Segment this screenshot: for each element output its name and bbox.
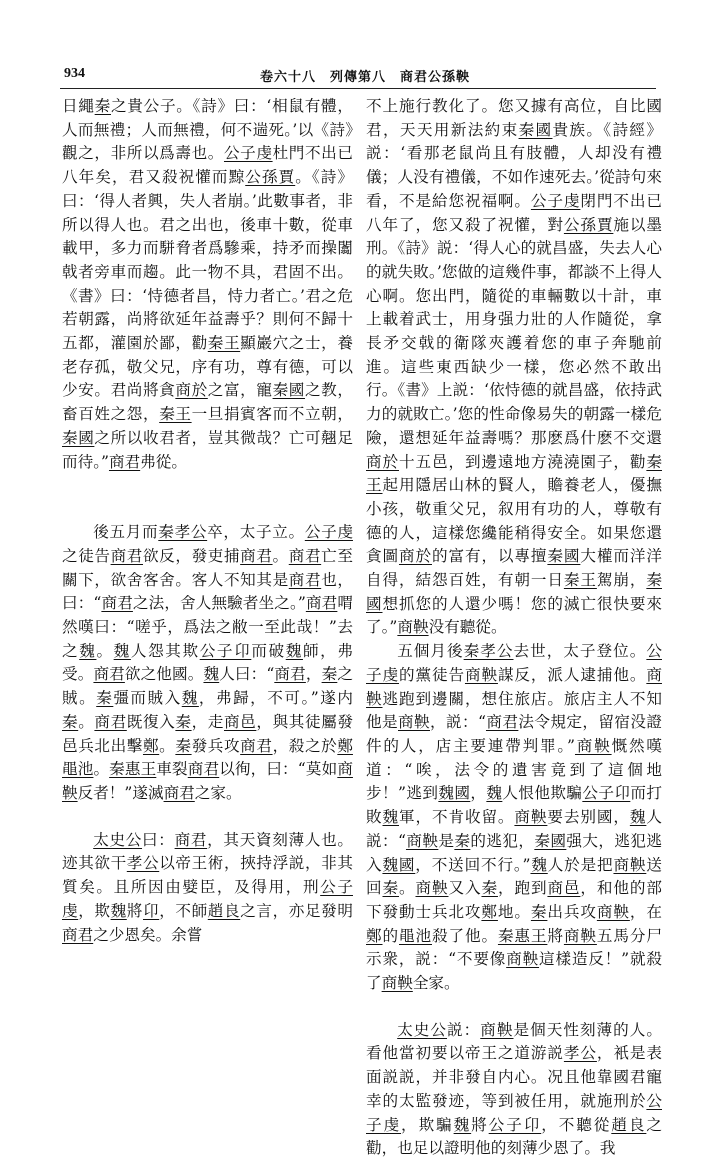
text-run: 彊而賊入 <box>113 689 182 708</box>
proper-name: 秦惠王 <box>109 760 157 779</box>
right-paragraph-1 <box>366 95 662 640</box>
proper-name: 商君 <box>187 760 220 779</box>
proper-name: 公子虔 <box>366 642 662 684</box>
proper-name: 商君 <box>108 452 141 471</box>
text-run: 想抓您的人還少嗎！您的滅亡很快要來了。” <box>366 594 662 637</box>
text-run: 反者！”遂滅 <box>77 783 164 802</box>
text-run: 曰： <box>142 830 175 849</box>
proper-name: 秦孝公 <box>463 642 514 661</box>
text-run: 師，弗受。 <box>62 641 353 684</box>
proper-name: 商鞅 <box>613 855 647 874</box>
text-run: 。《詩》曰：‘得人者興，失人者崩。’此數事者，非所以得人也。君之出也，後車十數，從車載甲，多力而駢脅者爲驂乘，持矛而操闟戟者旁車而趨。此一物不具，君固不出。《書》曰：‘恃德者昌，恃力者亡。’君之危若朝露，尚將欲延年益壽乎？則何不歸十五都，灌園於鄙，勸 <box>62 168 353 353</box>
proper-name: 公子卬 <box>199 641 252 660</box>
proper-name: 商鞅 <box>563 926 597 945</box>
text-run: 没有聽從。 <box>428 618 507 637</box>
text-run: 欲之他國。 <box>124 665 204 684</box>
text-run: ， <box>305 665 322 684</box>
proper-name: 公子虔 <box>223 144 273 163</box>
proper-name: 卬 <box>143 901 160 920</box>
proper-name: 秦 <box>481 879 498 898</box>
text-run: 亡至關下，欲舍客舍。客人不知其是 <box>62 546 353 589</box>
proper-name: 魏 <box>110 901 127 920</box>
proper-name: 秦 <box>175 736 192 755</box>
text-run: ，和他的部下發動士兵北攻 <box>366 879 662 921</box>
proper-name: 魏 <box>382 808 399 827</box>
proper-name: 秦國 <box>534 831 567 850</box>
text-run: 慨然嘆道：“唉，法令的遺害竟到了這個地步！”逃到 <box>366 736 662 803</box>
text-run: 是 <box>438 831 455 850</box>
proper-name: 商鞅 <box>574 736 612 755</box>
proper-name: 秦 <box>96 689 114 708</box>
text-run: 法令規定，留宿没證件的人，店主要連帶判罪。” <box>366 713 662 755</box>
proper-name: 商於 <box>366 452 399 471</box>
text-run: ，不師 <box>159 901 208 920</box>
text-run: 是個天性刻薄的人。看他當初要以帝王之道游説 <box>366 1020 662 1063</box>
proper-name: 魏 <box>285 641 303 660</box>
proper-name: 魏 <box>203 665 220 684</box>
right-paragraph-2 <box>366 640 662 996</box>
proper-name: 魏 <box>113 641 131 660</box>
text-run: 全家。 <box>412 974 460 993</box>
text-run: ，與其徒屬發邑兵北出擊 <box>62 712 353 755</box>
text-run: 。 <box>96 641 114 660</box>
text-run: 後五月而 <box>93 523 159 542</box>
proper-name: 商君 <box>110 546 143 565</box>
text-run: ，走 <box>191 712 224 731</box>
text-run: ，弗歸，不可。”遂内 <box>198 689 353 708</box>
text-run: 人説：“ <box>366 808 662 850</box>
text-run: 這樣造反！”就殺了 <box>366 950 662 993</box>
proper-name: 孝公 <box>563 1044 597 1063</box>
proper-name: 秦國 <box>272 381 305 400</box>
proper-name: 商鞅 <box>596 902 630 921</box>
text-run: 逃跑到邊關，想住旅店。旅店主人不知他是 <box>366 689 662 732</box>
text-run: ，欺騙 <box>401 1115 454 1134</box>
proper-name: 商鞅 <box>397 618 429 637</box>
text-run: 也，曰：“ <box>62 570 353 613</box>
left-paragraph-2 <box>62 521 353 805</box>
proper-name: 秦 <box>382 879 399 898</box>
proper-name: 黽池 <box>399 926 432 945</box>
text-run: 貴族。《詩經》説：‘看那老鼠尚且有肢體，人却没有禮儀；人没有禮儀，不如作速死去。’從詩句來看，不是給您祝福啊。 <box>366 120 662 210</box>
proper-name: 秦 <box>454 831 471 850</box>
proper-name: 魏 <box>530 855 548 874</box>
proper-name: 商君 <box>485 713 519 732</box>
proper-name: 鄭黽池 <box>62 736 353 779</box>
text-run: 杜門不出已八年矣，君又殺祝懽而黥 <box>62 144 353 187</box>
proper-name: 商鞅 <box>398 713 430 732</box>
text-run: ，衹是表面説説，并非發自内心。况且他靠國君寵幸的太監發迹，等到被任用，就施刑於 <box>366 1044 662 1110</box>
text-run: 之法，舍人無驗者坐之。” <box>132 594 306 613</box>
running-head: 卷六十八 列傳第八 商君公孫鞅 <box>260 70 471 85</box>
text-run: 駕崩， <box>596 571 647 590</box>
text-run: ， <box>470 784 487 803</box>
proper-name: 太史公 <box>397 1020 448 1039</box>
left-paragraph-1 <box>62 95 353 474</box>
text-run: 送回 <box>366 855 662 898</box>
proper-name: 公子虔 <box>366 1091 662 1134</box>
text-run: 謀反，派人逮捕他。 <box>497 665 647 684</box>
text-run: 的逃犯， <box>470 831 535 850</box>
proper-name: 秦王 <box>563 571 597 590</box>
text-run: 之貴公子。《詩》曰：‘相鼠有體，人而無禮；人而無禮，何不遄死。’以《詩》觀之，非所以爲壽也。 <box>62 97 353 163</box>
proper-name: 商君 <box>288 546 322 565</box>
proper-name: 秦 <box>530 902 548 921</box>
proper-name: 公子虔 <box>62 878 353 920</box>
proper-name: 商君 <box>101 594 133 613</box>
proper-name: 商君 <box>240 736 273 755</box>
text-run: 又入 <box>448 879 482 898</box>
text-run: 地。 <box>497 902 531 921</box>
text-run: 要去别國， <box>547 808 630 827</box>
proper-name: 商君 <box>62 925 94 944</box>
left-column-classical-text <box>62 95 353 975</box>
text-run: 將 <box>547 926 564 945</box>
proper-name: 商君 <box>163 783 195 802</box>
proper-name: 公孫賈 <box>563 215 614 234</box>
proper-name: 商鞅 <box>62 760 353 802</box>
text-run: 顯巖穴之士，養老存孤，敬父兄，序有功，尊有德，可以少安。君尚將貪 <box>62 334 353 400</box>
text-run: 出兵攻 <box>547 902 597 921</box>
text-run: 人曰：“ <box>219 665 275 684</box>
text-run: 而打敗 <box>366 784 662 827</box>
proper-name: 秦王 <box>366 452 662 495</box>
proper-name: 商鞅 <box>506 950 540 969</box>
text-run: 的 <box>382 926 399 945</box>
proper-name: 趙良 <box>611 1115 647 1134</box>
proper-name: 秦國 <box>547 547 581 566</box>
text-run: ，不送回不行。” <box>415 855 531 874</box>
proper-name: 秦孝公 <box>158 523 208 542</box>
text-run: 强大，逃犯逃入 <box>366 831 662 874</box>
text-run: 卒，太子立。 <box>207 523 305 542</box>
page-number: 934 <box>64 66 85 81</box>
text-run: 既復入 <box>126 712 176 731</box>
proper-name: 秦 <box>94 97 111 115</box>
text-run: 説： <box>447 1020 481 1039</box>
text-run: ，説：“ <box>430 713 486 732</box>
text-run: 人恨他欺騙 <box>502 784 583 803</box>
left-paragraph-3 <box>62 829 353 948</box>
right-paragraph-3 <box>366 1019 662 1161</box>
proper-name: 商於 <box>175 381 208 400</box>
text-run: 以帝王術，挾持浮説，非其質矣。且所因由嬖臣，及得用，刑 <box>62 854 353 897</box>
proper-name: 商邑 <box>547 879 581 898</box>
proper-name: 秦國 <box>518 120 553 139</box>
proper-name: 公子虔 <box>304 523 353 542</box>
text-run: 。 <box>399 879 416 898</box>
proper-name: 公子卬 <box>488 1115 542 1134</box>
proper-name: 鄭 <box>366 926 383 945</box>
proper-name: 趙良 <box>207 901 241 920</box>
proper-name: 魏國 <box>382 855 416 874</box>
proper-name: 商鞅 <box>480 1020 514 1039</box>
text-run: ，欺 <box>78 901 111 920</box>
proper-name: 商鞅 <box>464 665 498 684</box>
proper-name: 秦 <box>62 712 79 731</box>
proper-name: 秦惠王 <box>497 926 548 945</box>
text-run: 喟然嘆曰：“嗟乎，爲法之敝一至此哉！”去之 <box>62 594 353 660</box>
text-run: 將 <box>126 901 143 920</box>
text-run: 之言，亦足發明 <box>240 901 353 920</box>
text-run: 。 <box>78 712 95 731</box>
text-run: 的富有，以專擅 <box>431 547 548 566</box>
proper-name: 商君 <box>174 830 208 849</box>
proper-name: 鄭 <box>481 902 498 921</box>
text-run: 五個月後 <box>397 642 464 661</box>
text-run: 不上施行教化了。您又據有高位，自比國君，天天用新法約束 <box>366 97 662 139</box>
proper-name: 魏 <box>453 1115 472 1134</box>
paragraph-gap <box>62 474 353 521</box>
proper-name: 魏 <box>486 784 503 803</box>
text-run: 弗從。 <box>140 452 187 471</box>
proper-name: 商君 <box>288 570 322 589</box>
text-run: 之富，寵 <box>207 381 273 400</box>
text-run: 。 <box>93 760 110 779</box>
text-run: 之少恩矣。余嘗 <box>93 925 203 944</box>
proper-name: 秦國 <box>62 428 95 447</box>
text-run: 大權而洋洋自得，結怨百姓，有朝一日 <box>366 547 662 590</box>
proper-name: 商鞅 <box>381 974 413 993</box>
proper-name: 商鞅 <box>405 831 439 850</box>
text-run: 。 <box>159 736 176 755</box>
proper-name: 商鞅 <box>514 808 548 827</box>
text-run: 去世，太子登位。 <box>513 642 647 661</box>
text-run: ，其天資刻薄人也。迹其欲干 <box>62 830 353 873</box>
text-run: 車裂 <box>156 760 188 779</box>
text-run: 起用隱居山林的賢人，贍養老人，優撫小孩，敬重父兄，叙用有功的人，尊敬有德的人，這樣您纔能稍得安全。如果您還貪圖 <box>366 476 662 566</box>
proper-name: 公子卬 <box>582 784 631 803</box>
proper-name: 商君 <box>274 665 306 684</box>
proper-name: 商邑 <box>223 712 257 731</box>
proper-name: 孝公 <box>126 854 160 873</box>
header-rule <box>60 88 656 89</box>
text-run: ，在 <box>629 902 662 921</box>
text-run: 之所以收君者，豈其微哉？亡可翹足而待。” <box>62 428 353 471</box>
proper-name: 太史公 <box>93 830 143 849</box>
text-run: 之賊。 <box>62 665 353 708</box>
proper-name: 秦 <box>175 712 192 731</box>
text-run: 五馬分尸示衆，説：“不要像 <box>366 926 662 969</box>
text-run: 十五邑，到邊遠地方澆澆園子，勸 <box>398 452 647 471</box>
proper-name: 商君 <box>240 546 273 565</box>
text-run: ，跑到 <box>497 879 548 898</box>
proper-name: 秦 <box>321 665 338 684</box>
text-run: 日繩 <box>62 97 95 115</box>
proper-name: 秦國 <box>366 571 662 613</box>
text-run: 發兵攻 <box>191 736 241 755</box>
text-run: 施以墨刑。《詩》説：‘得人心的就昌盛，失去人心的就失敗。’您做的這幾件事，都談不上得人心啊。您出門，隨從的車輛數以十計，車上載着武士，用身强力壯的人作隨從，拿長矛交戟的衛隊夾護着您的車子奔馳前進。這些東西缺少一樣，您必然不敢出行。《書》上説：‘依恃德的就昌盛，依持武力的就敗亡。’您的性命像易失的朝露一樣危險，還想延年益壽嗎？那麽爲什麽不交還 <box>366 215 662 447</box>
text-run: 。 <box>272 546 289 565</box>
text-run: 之勸，也足以證明他的刻薄少恩了。我 <box>366 1115 662 1158</box>
proper-name: 商君 <box>94 712 127 731</box>
text-run: 將 <box>471 1115 489 1134</box>
paragraph-gap <box>62 806 353 829</box>
proper-name: 商君 <box>93 665 125 684</box>
proper-name: 魏 <box>629 808 647 827</box>
proper-name: 商鞅 <box>415 879 449 898</box>
text-run: 一旦捐賓客而不立朝， <box>191 405 353 424</box>
text-run: ，不聽從 <box>541 1115 612 1134</box>
text-run: 殺了他。 <box>431 926 498 945</box>
text-run: 以徇，曰：“莫如 <box>219 760 338 779</box>
proper-name: 秦王 <box>159 405 192 424</box>
proper-name: 魏 <box>79 641 97 660</box>
text-run: 人怨其欺 <box>130 641 200 660</box>
page-header <box>64 66 656 84</box>
text-run: 的黨徒告 <box>398 665 465 684</box>
proper-name: 商君 <box>305 594 338 613</box>
text-run: 軍，不肯收留。 <box>399 808 515 827</box>
text-run: 之家。 <box>194 783 242 802</box>
proper-name: 商於 <box>398 547 432 566</box>
text-run: 而破 <box>251 641 286 660</box>
proper-name: 公子虔 <box>530 191 581 210</box>
text-run: 之徒告 <box>62 546 111 565</box>
text-run: 人於是把 <box>547 855 614 874</box>
right-column-modern-translation <box>366 95 662 1158</box>
proper-name: 鄭 <box>142 736 160 755</box>
proper-name: 秦王 <box>207 334 241 353</box>
paragraph-gap <box>366 996 662 1019</box>
text-run: 之教，畜百姓之怨， <box>62 381 353 424</box>
proper-name: 魏國 <box>438 784 471 803</box>
proper-name: 魏 <box>181 689 199 708</box>
text-run: 欲反，發吏捕 <box>142 546 241 565</box>
text-run: ，殺之於 <box>272 736 338 755</box>
text-run: 閉門不出已八年了，您又殺了祝懽，對 <box>366 191 662 234</box>
proper-name: 公孫賈 <box>245 168 296 187</box>
proper-name: 商鞅 <box>366 665 662 708</box>
